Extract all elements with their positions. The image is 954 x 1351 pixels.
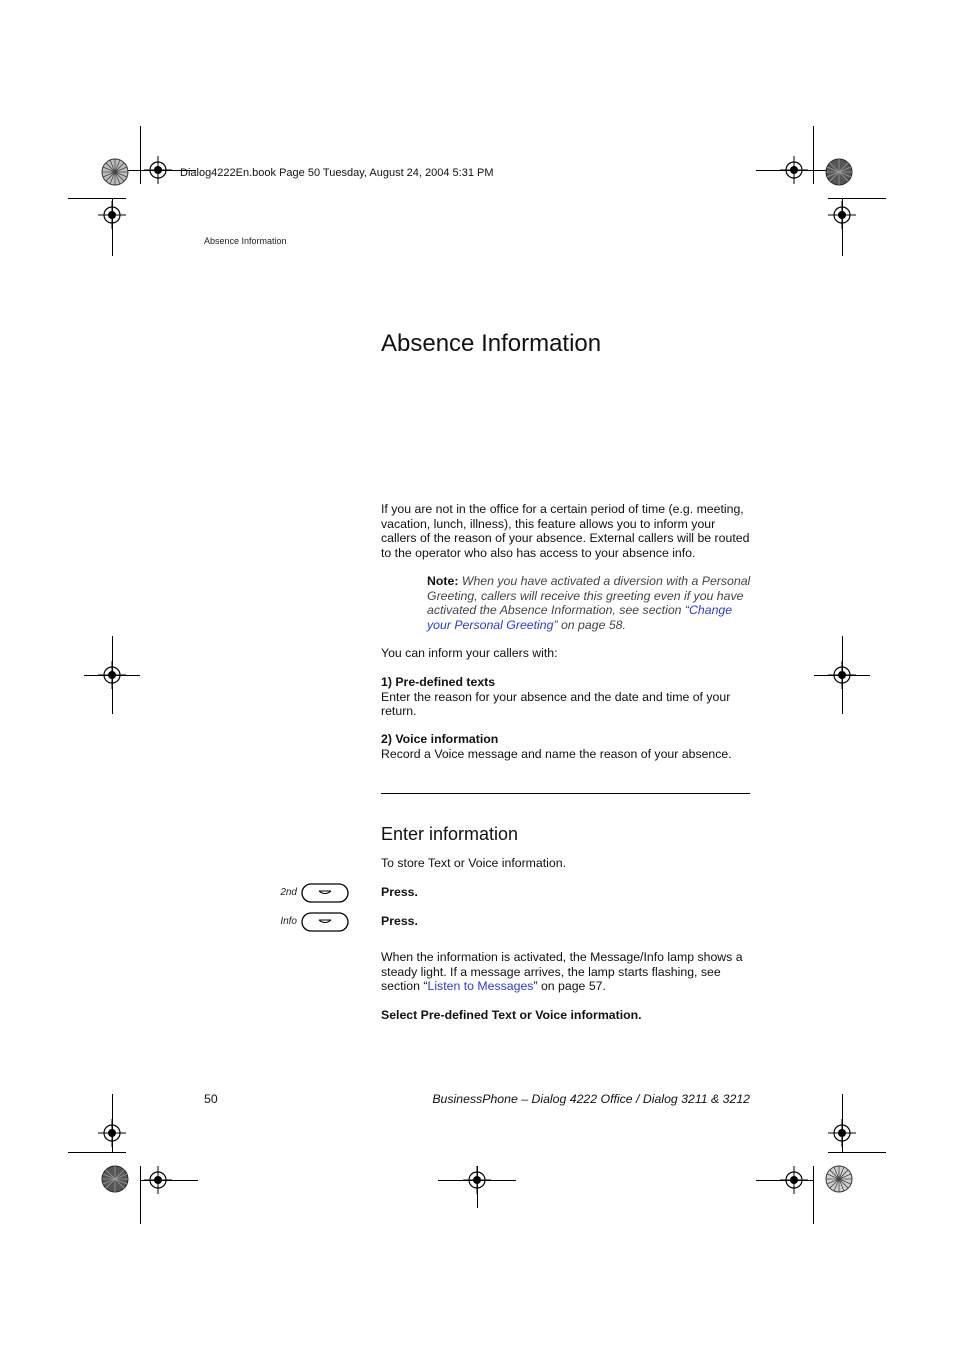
page-number: 50 — [204, 1092, 218, 1106]
item-title: 1) Pre-defined texts — [381, 675, 496, 689]
note-label: Note: — [427, 574, 459, 588]
star-target-icon — [825, 158, 853, 186]
activated-text-after: ” on page 57. — [533, 979, 606, 993]
key-label-2nd: 2nd — [280, 887, 297, 898]
note-paragraph — [427, 574, 757, 632]
activated-paragraph — [381, 950, 751, 994]
section-divider — [381, 793, 750, 794]
item-text: Enter the reason for your absence and the date and time of your return. — [381, 689, 731, 718]
registration-mark-icon — [828, 661, 856, 689]
item-text: Record a Voice message and name the reason of your absence. — [381, 746, 732, 761]
book-info-header: Dialog4222En.book Page 50 Tuesday, August 24, 2004 5:31 PM — [180, 167, 494, 179]
select-instruction: Select Pre-defined Text or Voice information. — [381, 1008, 642, 1022]
phone-key-icon — [301, 883, 349, 903]
registration-mark-icon — [144, 1166, 172, 1194]
press-instruction: Press. — [381, 885, 418, 899]
registration-mark-icon — [828, 201, 856, 229]
change-personal-greeting-link[interactable]: Change your Personal Greeting — [427, 603, 733, 632]
registration-mark-icon — [780, 1166, 808, 1194]
registration-mark-icon — [98, 201, 126, 229]
item-title: 2) Voice information — [381, 732, 499, 746]
running-head: Absence Information — [204, 236, 287, 246]
star-target-icon — [101, 158, 129, 186]
press-instruction: Press. — [381, 914, 418, 928]
list-item-predefined-texts — [381, 675, 751, 719]
chapter-title: Absence Information — [381, 330, 602, 357]
store-paragraph: To store Text or Voice information. — [381, 856, 566, 870]
listen-to-messages-link[interactable]: Listen to Messages — [427, 979, 534, 993]
phone-key-icon — [301, 912, 349, 932]
activated-text-before: When the information is activated, the Message/Info lamp shows a steady light. If a message arrives, the lamp starts flashing, see section “ — [381, 950, 743, 993]
list-item-voice-information — [381, 732, 751, 761]
registration-mark-icon — [144, 156, 172, 184]
registration-mark-icon — [828, 1119, 856, 1147]
registration-mark-icon — [463, 1166, 491, 1194]
star-target-icon — [825, 1165, 853, 1193]
registration-mark-icon — [98, 1119, 126, 1147]
footer-title: BusinessPhone – Dialog 4222 Office / Dialog 3211 & 3212 — [432, 1092, 750, 1106]
registration-mark-icon — [780, 156, 808, 184]
star-target-icon — [101, 1165, 129, 1193]
note-text-before: When you have activated a diversion with a Personal Greeting, callers will receive this greeting even if you have activated the Absence Information, see section “ — [427, 574, 751, 617]
intro-paragraph: If you are not in the office for a certain period of time (e.g. meeting, vacation, lunch, illness), this feature allows you to inform your callers of the reason of your absence. External callers will be routed to the operator who also has access to your absence info. — [381, 502, 750, 560]
registration-mark-icon — [98, 661, 126, 689]
inform-paragraph: You can inform your callers with: — [381, 646, 558, 660]
key-label-info: Info — [280, 916, 297, 927]
note-text-after: ” on page 58. — [553, 617, 626, 632]
section-title: Enter information — [381, 824, 519, 844]
